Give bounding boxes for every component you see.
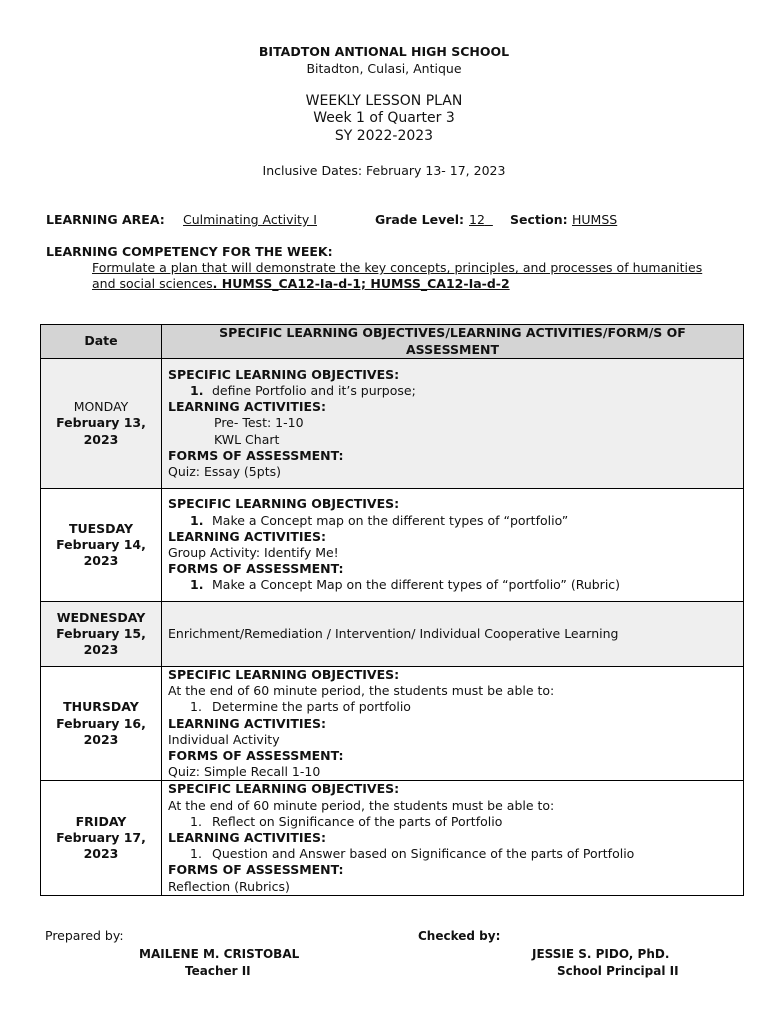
- objective-item: 1. Make a Concept map on the different types of “portfolio”: [190, 512, 569, 528]
- learning-area-value: Culminating Activity I: [183, 212, 317, 227]
- day-name: FRIDAY: [75, 813, 127, 829]
- friday-content-cell: [162, 781, 744, 895]
- lesson-plan-table: [40, 324, 744, 896]
- assessment-item: Reflection (Rubrics): [168, 878, 290, 894]
- objective-intro: At the end of 60 minute period, the students must be able to:: [168, 797, 555, 813]
- objective-item: 1. Determine the parts of portfolio: [190, 699, 411, 715]
- objective-intro: At the end of 60 minute period, the students must be able to:: [168, 683, 555, 699]
- day-date: February 14,: [56, 536, 146, 552]
- objectives-label: SPECIFIC LEARNING OBJECTIVES:: [168, 781, 400, 797]
- table-row: [41, 602, 744, 667]
- activity-item: Pre- Test: 1-10: [214, 415, 304, 431]
- day-name: THURSDAY: [63, 699, 139, 715]
- table-row: [41, 489, 744, 602]
- school-year: SY 2022-2023: [334, 128, 434, 144]
- prepared-by-label: Prepared by:: [45, 928, 124, 943]
- doc-title: WEEKLY LESSON PLAN: [305, 93, 463, 109]
- day-year: 2023: [83, 731, 119, 747]
- objective-item: 1. define Portfolio and it’s purpose;: [190, 382, 416, 398]
- day-date: February 17,: [56, 830, 146, 846]
- grade-level-value: 12: [469, 212, 485, 227]
- tuesday-content-cell: [162, 489, 744, 602]
- activities-label: LEARNING ACTIVITIES:: [168, 830, 327, 846]
- day-date: February 16,: [56, 715, 146, 731]
- activity-item: Group Activity: Identify Me!: [168, 545, 339, 560]
- checked-by-title: School Principal II: [557, 964, 679, 978]
- assessment-item: Quiz: Simple Recall 1-10: [168, 764, 321, 780]
- competency-line-1: Formulate a plan that will demonstrate the key concepts, principles, and processes of humanities: [92, 260, 703, 275]
- activity-item: Individual Activity: [168, 731, 280, 747]
- day-year: 2023: [83, 642, 119, 658]
- school-name: BITADTON ANTIONAL HIGH SCHOOL: [258, 44, 510, 59]
- thursday-date-cell: [41, 667, 162, 781]
- grade-level-label: Grade Level:: [375, 212, 464, 227]
- prepared-by-title: Teacher II: [185, 964, 251, 978]
- checked-by-label: Checked by:: [418, 929, 501, 943]
- thursday-content-cell: [162, 667, 744, 781]
- table-row: [41, 359, 744, 489]
- assessment-label: FORMS OF ASSESSMENT:: [168, 447, 344, 463]
- day-name: TUESDAY: [68, 520, 134, 536]
- activity-item: KWL Chart: [214, 431, 280, 447]
- tuesday-date-cell: [41, 489, 162, 602]
- monday-date-cell: [41, 359, 162, 489]
- day-name: MONDAY: [73, 399, 129, 415]
- wednesday-date-cell: [41, 602, 162, 667]
- activities-label: LEARNING ACTIVITIES:: [168, 399, 327, 415]
- table-row: [41, 781, 744, 895]
- day-name: WEDNESDAY: [56, 609, 146, 625]
- wednesday-content-cell: Enrichment/Remediation / Intervention/ Individual Cooperative Learning: [162, 602, 744, 667]
- day-year: 2023: [83, 553, 119, 569]
- section-value: HUMSS: [572, 212, 618, 227]
- date-column-header: Date: [41, 325, 162, 359]
- learning-area-label: LEARNING AREA:: [46, 212, 165, 227]
- activities-label: LEARNING ACTIVITIES:: [168, 528, 327, 544]
- section-label: Section:: [510, 212, 568, 227]
- day-date: February 13,: [56, 415, 146, 431]
- inclusive-dates: Inclusive Dates: February 13- 17, 2023: [262, 163, 506, 178]
- table-row: [41, 667, 744, 781]
- assessment-item: Quiz: Essay (5pts): [168, 464, 281, 479]
- main-column-header: SPECIFIC LEARNING OBJECTIVES/LEARNING ACTIVITIES/FORM/S OF ASSESSMENT: [162, 325, 744, 359]
- objective-item: 1. Reflect on Significance of the parts of Portfolio: [190, 813, 503, 829]
- assessment-item: 1. Make a Concept Map on the different types of “portfolio” (Rubric): [190, 577, 621, 593]
- assessment-label: FORMS OF ASSESSMENT:: [168, 862, 344, 878]
- activity-item: 1. Question and Answer based on Significance of the parts of Portfolio: [190, 846, 635, 862]
- assessment-label: FORMS OF ASSESSMENT:: [168, 561, 344, 577]
- table-header-row: [41, 325, 744, 359]
- objectives-label: SPECIFIC LEARNING OBJECTIVES:: [168, 667, 400, 682]
- monday-content-cell: [162, 359, 744, 489]
- assessment-label: FORMS OF ASSESSMENT:: [168, 748, 344, 764]
- objectives-label: SPECIFIC LEARNING OBJECTIVES:: [168, 366, 400, 382]
- competency-line-2: and social sciences. HUMSS_CA12-Ia-d-1; HUMSS_CA12-Ia-d-2: [92, 276, 510, 291]
- school-address: Bitadton, Culasi, Antique: [306, 61, 462, 76]
- competency-label: LEARNING COMPETENCY FOR THE WEEK:: [46, 244, 333, 259]
- day-year: 2023: [83, 431, 119, 447]
- checked-by-name: JESSIE S. PIDO, PhD.: [532, 947, 670, 961]
- activities-label: LEARNING ACTIVITIES:: [168, 715, 327, 731]
- week-label: Week 1 of Quarter 3: [313, 110, 455, 126]
- friday-date-cell: [41, 781, 162, 895]
- day-date: February 15,: [56, 625, 146, 641]
- prepared-by-name: MAILENE M. CRISTOBAL: [139, 947, 300, 961]
- objectives-label: SPECIFIC LEARNING OBJECTIVES:: [168, 496, 400, 512]
- day-year: 2023: [83, 846, 119, 862]
